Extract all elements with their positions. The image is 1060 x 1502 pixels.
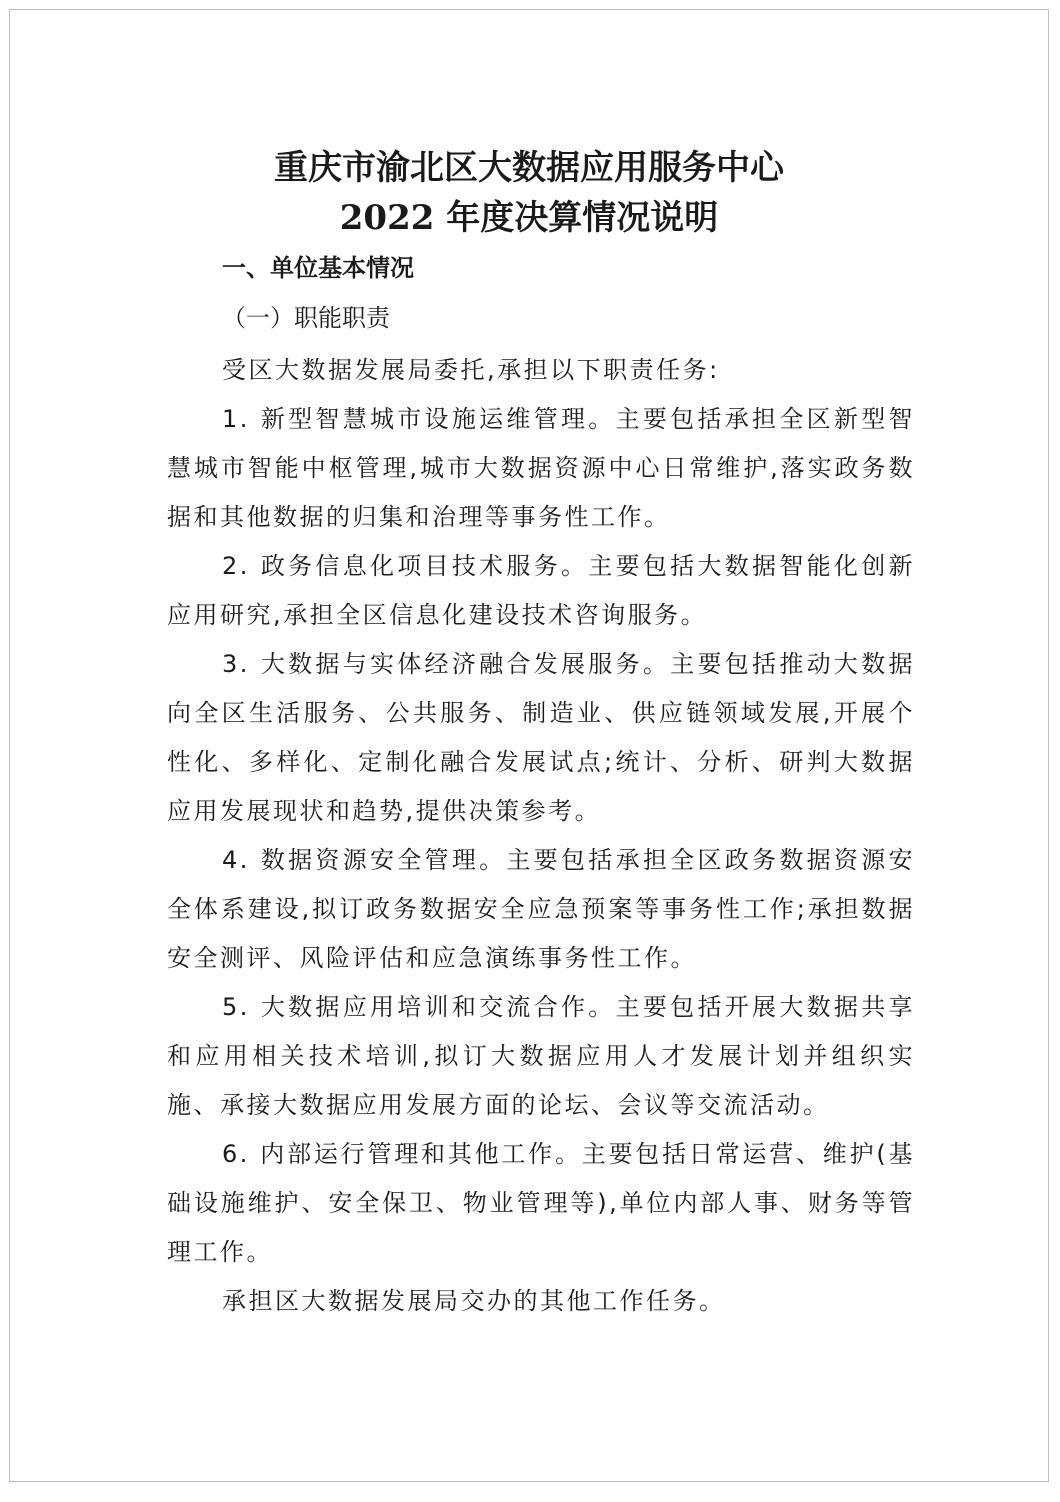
paragraph-item-1: 1. 新型智慧城市设施运维管理。主要包括承担全区新型智慧城市智能中枢管理,城市大数据资源中心日常维护,落实政务数据和其他数据的归集和治理等事务性工作。 [167, 405, 915, 531]
document-body [167, 346, 915, 1326]
paragraph-closing: 承担区大数据发展局交办的其他工作任务。 [222, 1287, 726, 1315]
paragraph-item-6: 6. 内部运行管理和其他工作。主要包括日常运营、维护(基础设施维护、安全保卫、物业管理等),单位内部人事、财务等管理工作。 [167, 1140, 915, 1266]
section-heading-basic-info: 一、单位基本情况 [222, 254, 414, 282]
paragraph-item-3: 3. 大数据与实体经济融合发展服务。主要包括推动大数据向全区生活服务、公共服务、制造业、供应链领域发展,开展个性化、多样化、定制化融合发展试点;统计、分析、研判大数据应用发展现状和趋势,提供决策参考。 [167, 650, 915, 825]
paragraph-item-4: 4. 数据资源安全管理。主要包括承担全区政务数据资源安全体系建设,拟订政务数据安全应急预案等事务性工作;承担数据安全测评、风险评估和应急演练事务性工作。 [167, 846, 915, 972]
paragraph-item-5: 5. 大数据应用培训和交流合作。主要包括开展大数据共享和应用相关技术培训,拟订大数据应用人才发展计划并组织实施、承接大数据应用发展方面的论坛、会议等交流活动。 [167, 993, 915, 1119]
document-title-line2: 2022 年度决算情况说明 [339, 198, 719, 238]
paragraph-item-2: 2. 政务信息化项目技术服务。主要包括大数据智能化创新应用研究,承担全区信息化建设技术咨询服务。 [167, 552, 915, 629]
document-title-line1: 重庆市渝北区大数据应用服务中心 [274, 148, 784, 188]
subsection-heading-duties: （一）职能职责 [222, 304, 390, 332]
document-page [9, 9, 1049, 1482]
paragraph-intro: 受区大数据发展局委托,承担以下职责任务: [222, 356, 720, 384]
